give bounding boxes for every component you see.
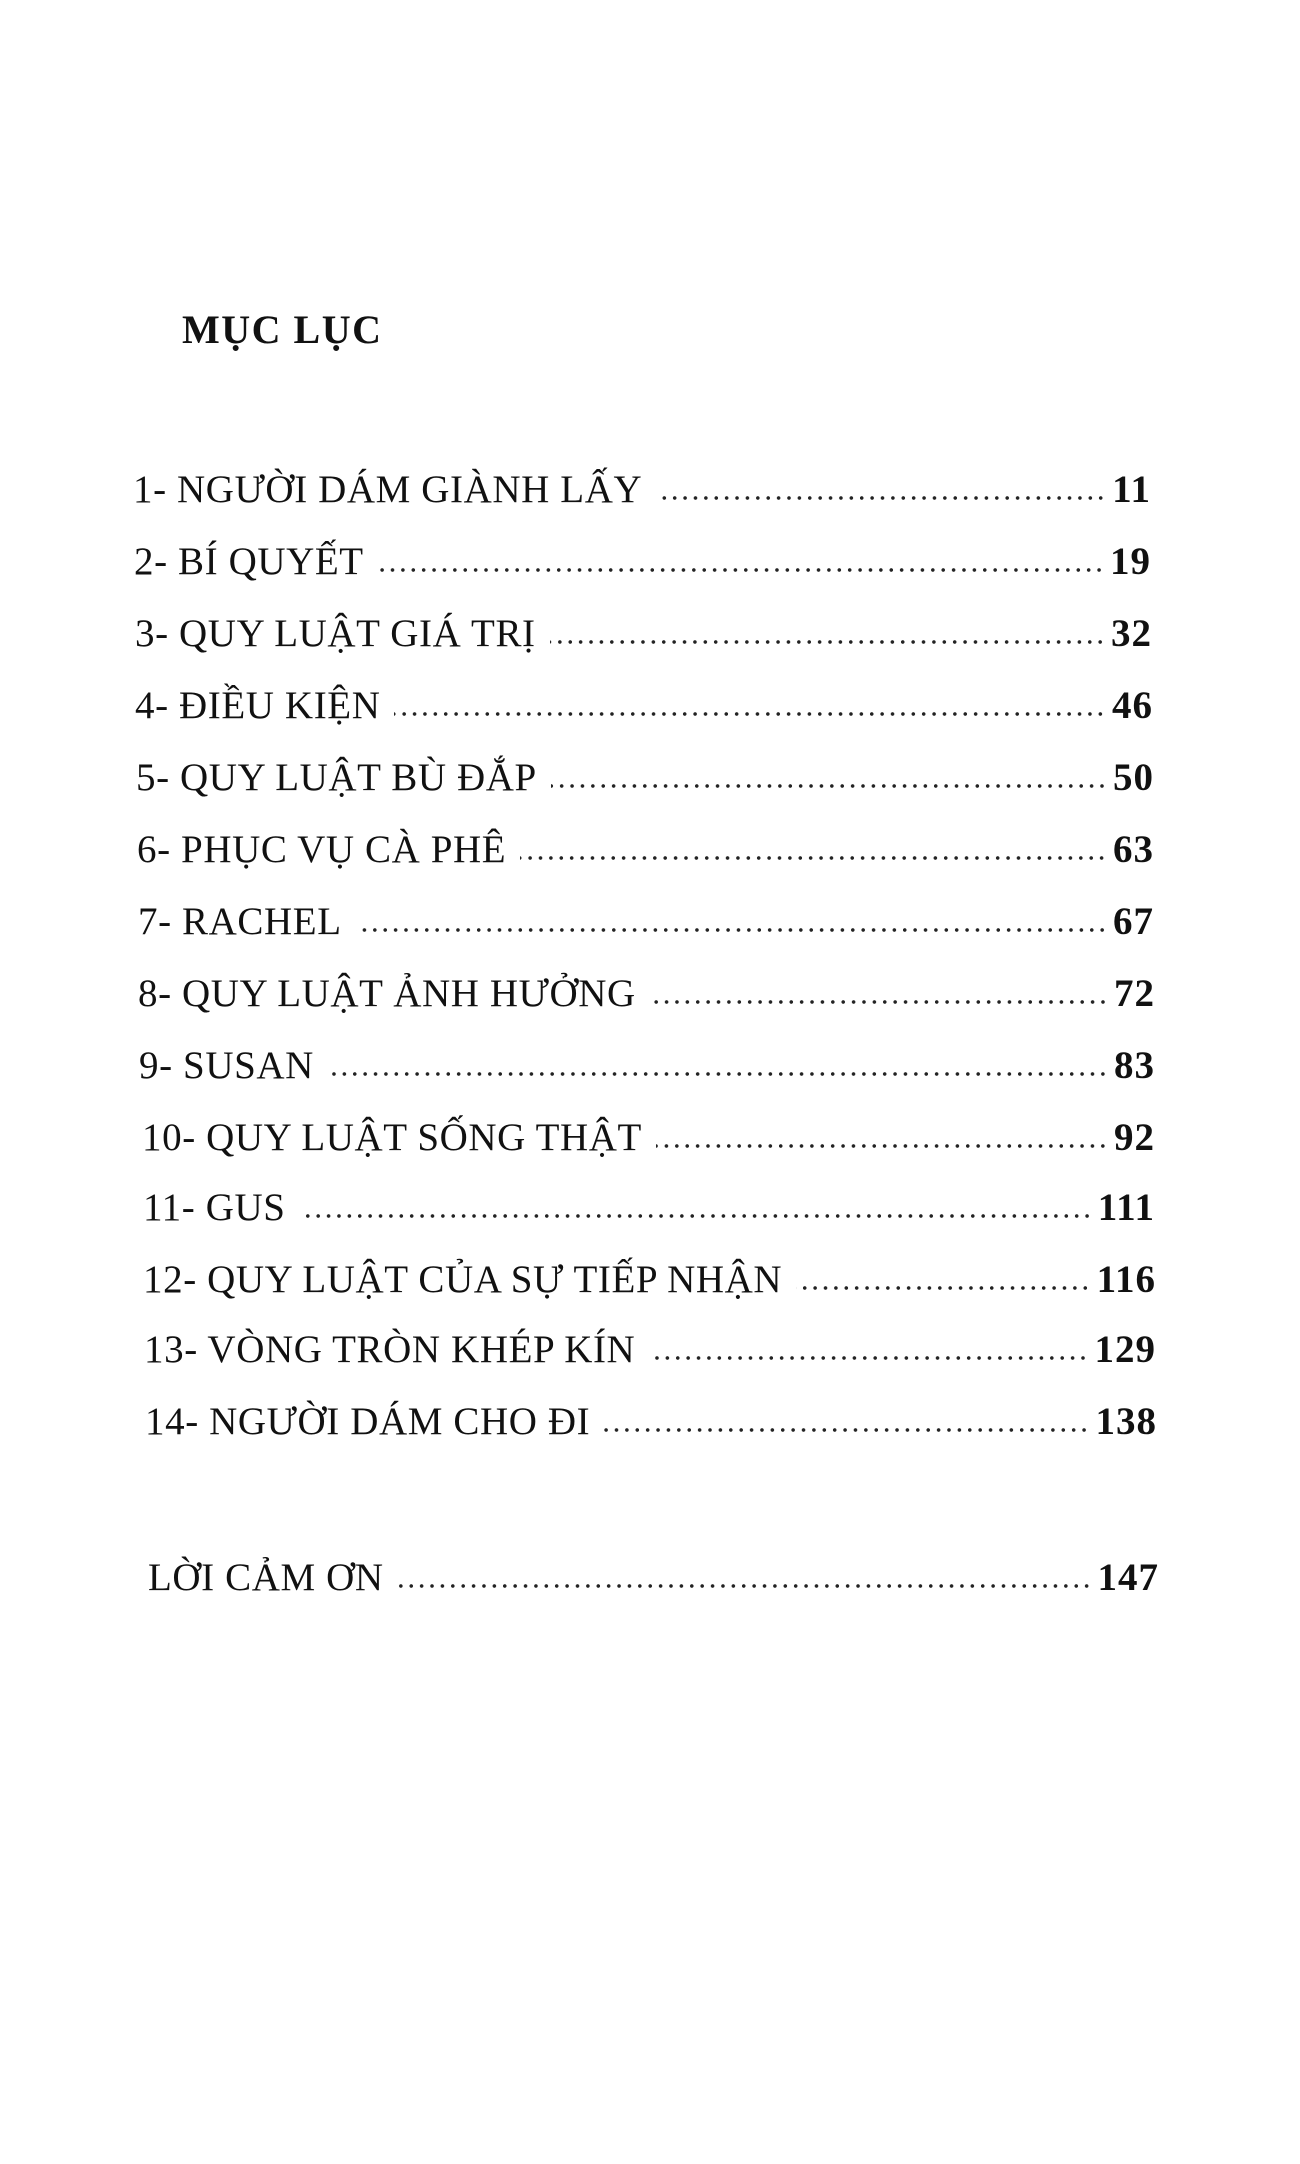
dot-leader bbox=[300, 1214, 1092, 1218]
toc-entry[interactable] bbox=[138, 892, 1154, 952]
dot-leader bbox=[604, 1428, 1089, 1432]
toc-entry-page: 92 bbox=[1114, 1116, 1155, 1159]
dot-leader bbox=[398, 1584, 1092, 1588]
toc-entry-page: 83 bbox=[1114, 1044, 1155, 1087]
toc-entry[interactable] bbox=[145, 1392, 1157, 1452]
dot-leader bbox=[656, 1144, 1108, 1148]
dot-leader bbox=[796, 1286, 1090, 1290]
toc-entry[interactable] bbox=[136, 748, 1154, 808]
toc-entry-page: 19 bbox=[1110, 540, 1151, 583]
toc-entry-page: 111 bbox=[1097, 1186, 1155, 1229]
toc-entry-label: 11- GUS bbox=[143, 1186, 286, 1229]
dot-leader bbox=[356, 928, 1107, 932]
toc-entry-label: 1- NGƯỜI DÁM GIÀNH LẤY bbox=[133, 468, 643, 511]
dot-leader bbox=[378, 568, 1104, 572]
toc-entry-page: 147 bbox=[1097, 1556, 1159, 1599]
toc-entry-label: 10- QUY LUẬT SỐNG THẬT bbox=[142, 1116, 642, 1159]
toc-entry[interactable] bbox=[135, 676, 1153, 736]
toc-entry-acknowledgements[interactable] bbox=[148, 1548, 1159, 1608]
dot-leader bbox=[650, 1000, 1108, 1004]
toc-entry-label: 4- ĐIỀU KIỆN bbox=[135, 684, 381, 727]
toc-entry[interactable] bbox=[139, 1036, 1155, 1096]
toc-title: MỤC LỤC bbox=[182, 307, 383, 352]
dot-leader bbox=[520, 856, 1107, 860]
dot-leader bbox=[394, 712, 1106, 716]
toc-entry-label: 2- BÍ QUYẾT bbox=[134, 540, 364, 583]
dot-leader bbox=[649, 1356, 1088, 1360]
toc-entry-page: 32 bbox=[1111, 612, 1152, 655]
toc-entry-page: 138 bbox=[1095, 1400, 1157, 1443]
toc-entry-page: 116 bbox=[1096, 1258, 1156, 1301]
toc-entry[interactable] bbox=[143, 1250, 1156, 1310]
toc-entry[interactable] bbox=[134, 532, 1151, 592]
toc-entry-page: 63 bbox=[1113, 828, 1154, 871]
toc-entry-label: 14- NGƯỜI DÁM CHO ĐI bbox=[145, 1400, 591, 1443]
toc-entry-page: 50 bbox=[1113, 756, 1154, 799]
toc-entry-label: 13- VÒNG TRÒN KHÉP KÍN bbox=[144, 1328, 636, 1371]
toc-entry-page: 67 bbox=[1113, 900, 1154, 943]
toc-entry-label: 9- SUSAN bbox=[139, 1044, 314, 1087]
toc-entry[interactable] bbox=[144, 1320, 1156, 1380]
toc-entry-label: LỜI CẢM ƠN bbox=[148, 1556, 384, 1599]
toc-entry-page: 46 bbox=[1112, 684, 1153, 727]
dot-leader bbox=[656, 496, 1106, 500]
toc-entry-label: 5- QUY LUẬT BÙ ĐẮP bbox=[136, 756, 537, 799]
toc-entry-label: 6- PHỤC VỤ CÀ PHÊ bbox=[137, 828, 507, 871]
toc-entry-page: 72 bbox=[1114, 972, 1155, 1015]
dot-leader bbox=[328, 1072, 1108, 1076]
toc-entry[interactable] bbox=[138, 964, 1155, 1024]
dot-leader bbox=[550, 640, 1105, 644]
toc-entry[interactable] bbox=[143, 1178, 1155, 1238]
dot-leader bbox=[551, 784, 1107, 788]
toc-entry[interactable] bbox=[133, 460, 1151, 520]
toc-entry-page: 129 bbox=[1094, 1328, 1156, 1371]
toc-entry-label: 8- QUY LUẬT ẢNH HƯỞNG bbox=[138, 972, 636, 1015]
toc-entry-label: 3- QUY LUẬT GIÁ TRỊ bbox=[135, 612, 536, 655]
toc-entry-label: 7- RACHEL bbox=[138, 900, 342, 943]
toc-entry[interactable] bbox=[142, 1108, 1155, 1168]
toc-entry-label: 12- QUY LUẬT CỦA SỰ TIẾP NHẬN bbox=[143, 1258, 783, 1301]
toc-entry-page: 11 bbox=[1112, 468, 1151, 511]
toc-entry[interactable] bbox=[135, 604, 1152, 664]
toc-entry[interactable] bbox=[137, 820, 1154, 880]
